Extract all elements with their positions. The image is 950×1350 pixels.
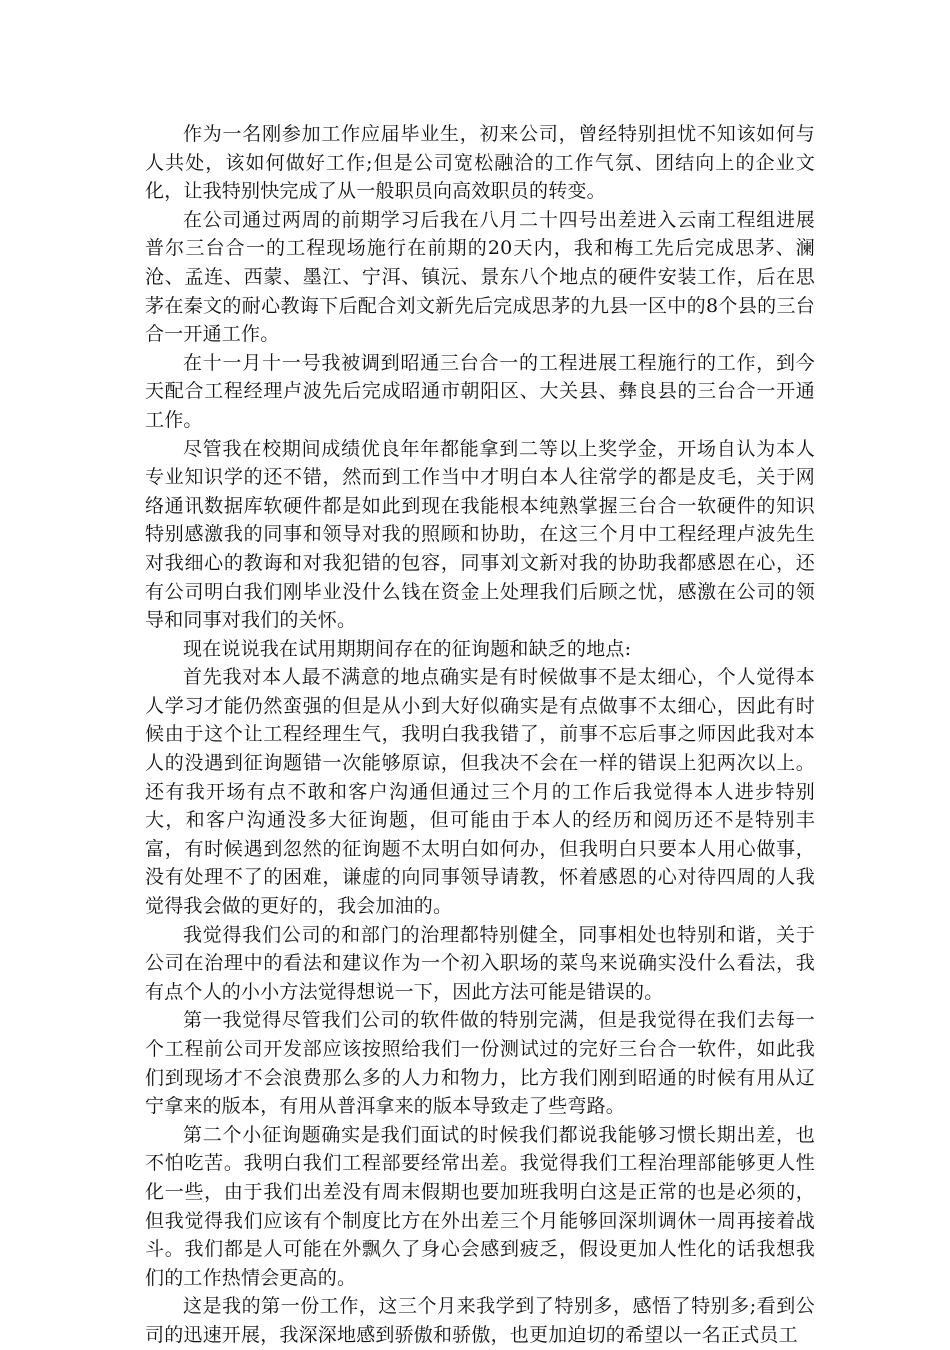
- paragraph-gratitude: 尽管我在校期间成绩优良年年都能拿到二等以上奖学金，开场自认为本人专业知识学的还不错，然而到工作当中才明白本人往常学的都是皮毛，关于网络通讯数据库软硬件都是如此到现在我能根本纯熟掌握三台合一软硬件的知识特别感激我的同事和领导对我的照顾和协助，在这三个月中工程经理卢波先生对我细心的教诲和对我犯错的包容，同事刘文新对我的协助我都感恩在心，还有公司明白我们刚毕业没什么钱在资金上处理我们后顾之忧，感激在公司的领导和同事对我们的关怀。: [145, 437, 815, 632]
- paragraph-yunnan-project: 在公司通过两周的前期学习后我在八月二十四号出差进入云南工程组进展普尔三台合一的工程现场施行在前期的20天内，我和梅工先后完成思茅、澜沧、孟连、西蒙、墨江、宁洱、镇沅、景东八个地点的硬件安装工作，后在思茅在秦文的耐心教诲下后配合刘文新先后完成思茅的九县一区中的8个县的三台合一开通工作。: [145, 208, 815, 346]
- paragraph-zhaotong-project: 在十一月十一号我被调到昭通三台合一的工程进展工程施行的工作，到今天配合工程经理卢波先后完成昭通市朝阳区、大关县、彝良县的三台合一开通工作。: [145, 351, 815, 431]
- paragraph-suggestion-one: 第一我觉得尽管我们公司的软件做的特别完满，但是我觉得在我们去每一个工程前公司开发部应该按照给我们一份测试过的完好三台合一软件，如此我们到现场才不会浪费那么多的人力和物力，比方我们刚到昭通的时候有用从辽宁拿来的版本，有用从普洱拿来的版本导致走了些弯路。: [145, 1009, 815, 1118]
- paragraph-shortcomings: 首先我对本人最不满意的地点确实是有时候做事不是太细心，个人觉得本人学习才能仍然蛮强的但是从小到大好似确实是有点做事不太细心，因此有时候由于这个让工程经理生气，我明白我我错了，前事不忘后事之师因此我对本人的没遇到征询题错一次能够原谅，但我决不会在一样的错误上犯两次以上。还有我开场有点不敢和客户沟通但通过三个月的工作后我觉得本人进步特别大，和客户沟通没多大征询题，但可能由于本人的经历和阅历还不是特别丰富，有时候遇到忽然的征询题不太明白如何办，但我明白只要本人用心做事，没有处理不了的困难，谦虚的向同事领导请教，怀着感恩的心对待四周的人我觉得我会做的更好的，我会加油的。: [145, 666, 815, 918]
- paragraph-closing: 这是我的第一份工作，这三个月来我学到了特别多，感悟了特别多;看到公司的迅速开展，我深深地感到骄傲和骄傲，也更加迫切的希望以一名正式员工: [145, 1295, 815, 1346]
- paragraph-suggestion-two: 第二个小征询题确实是我们面试的时候我们都说我能够习惯长期出差，也不怕吃苦。我明白我们工程部要经常出差。我觉得我们工程治理部能够更人性化一些，由于我们出差没有周末假期也要加班我明白这是正常的也是必须的，但我觉得我们应该有个制度比方在外出差三个月能够回深圳调休一周再接着战斗。我们都是人可能在外飘久了身心会感到疲乏，假设更加人性化的话我想我们的工作热情会更高的。: [145, 1123, 815, 1289]
- paragraph-management: 我觉得我们公司的和部门的治理都特别健全，同事相处也特别和谐，关于公司在治理中的看法和建议作为一个初入职场的菜鸟来说确实没什么看法，我有点个人的小小方法觉得想说一下，因此方法可能是错误的。: [145, 923, 815, 1003]
- paragraph-intro: 作为一名刚参加工作应届毕业生，初来公司，曾经特别担忧不知该如何与人共处，该如何做好工作;但是公司宽松融洽的工作气氛、团结向上的企业文化，让我特别快完成了从一般职员向高效职员的转变。: [145, 123, 815, 203]
- document-body: [145, 120, 815, 1350]
- paragraph-shortcomings-heading: 现在说说我在试用期期间存在的征询题和缺乏的地点:: [183, 637, 632, 660]
